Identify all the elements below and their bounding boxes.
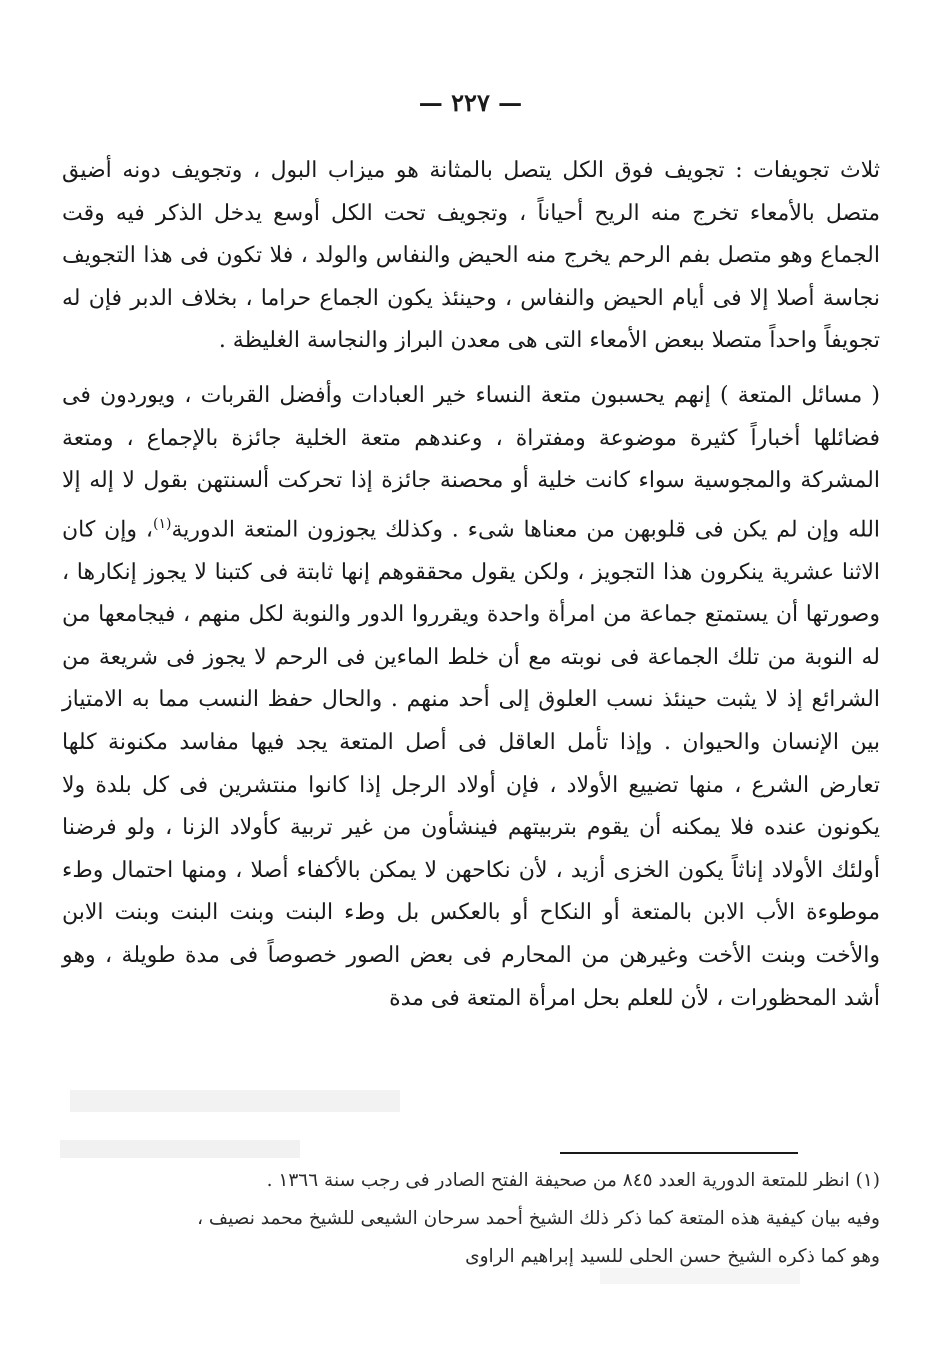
page-number: — ٢٢٧ — bbox=[418, 88, 523, 117]
main-text bbox=[62, 150, 880, 1020]
footnote-divider bbox=[560, 1152, 798, 1154]
footnote-line-1: (١) انظر للمتعة الدورية العدد ٨٤٥ من صحيفة الفتح الصادر فى رجب سنة ١٣٦٦ . bbox=[266, 1170, 880, 1191]
paragraph-mutah-part-1: ( مسائل المتعة ) إنهم يحسبون متعة النساء خير العبادات وأفضل القربات ، ويوردون فى فضائلها أخباراً كثيرة موضوعة ومفتراة ، وعندهم متعة الخلية جائزة بالإجماع ، ومتعة المشركة والمجوسية سواء كانت خلية أو محصنة جائزة إذا تحركت ألسنتهن بقول لا إله إلا الله وإن لم يكن فى قلوبهن من معناها شىء . وكذلك يجوزون المتعة الدورية bbox=[62, 382, 881, 543]
footnote-reference: (١) bbox=[152, 515, 172, 532]
footnote-line-3: وهو كما ذكره الشيخ حسن الحلى للسيد إبراهيم الراوى bbox=[465, 1246, 880, 1267]
footnote-line-2: وفيه بيان كيفية هذه المتعة كما ذكر ذلك الشيخ أحمد سرحان الشيعى للشيخ محمد نصيف ، bbox=[197, 1208, 880, 1229]
paragraph-anatomy: ثلاث تجويفات : تجويف فوق الكل يتصل بالمثانة هو ميزاب البول ، وتجويف دونه أضيق متصل بالأمعاء تخرج منه الريح أحياناً ، وتجويف تحت الكل أوسع يدخل الذكر فيه وقت الجماع وهو متصل بفم الرحم يخرج منه الحيض والنفاس والولد ، فلا تكون فى هذا التجويف نجاسة أصلا إلا فى أيام الحيض والنفاس ، وحينئذ يكون الجماع حراما ، بخلاف الدبر فإن له تجويفاً واحداً متصلا ببعض الأمعاء التى هى معدن البراز والنجاسة الغليظة . bbox=[62, 158, 880, 354]
footnotes bbox=[62, 1162, 880, 1276]
paragraph-mutah bbox=[62, 375, 880, 1020]
paragraph-mutah-part-2: ، وإن كان الاثنا عشرية ينكرون هذا التجويز ، ولكن يقول محققوهم إنها ثابتة فى كتبنا لا يجوز إنكارها ، وصورتها أن يستمتع جماعة من امرأة واحدة ويقرروا الدور والنوبة لكل منهم ، فيجامعها من له النوبة من تلك الجماعة فى نوبته مع أن خلط الماءين فى الرحم لا يجوز فى شريعة من الشرائع إذ لا يثبت حينئذ نسب العلوق إلى أحد منهم . والحال حفظ النسب مما به الامتياز بين الإنسان والحيوان . وإذا تأمل العاقل فى أصل المتعة يجد فيها مفاسد مكنونة كلها تعارض الشرع ، منها تضييع الأولاد ، فإن أولاد الرجل إذا كانوا منتشرين فى كل بلدة ولا يكونون عنده فلا يمكنه أن يقوم بتربيتهم فينشأون من غير تربية كأولاد الزنا ، ولو فرضنا أولئك الأولاد إناثاً يكون الخزى أزيد ، لأن نكاحهن لا يمكن بالأكفاء أصلا ، ومنها احتمال وطء موطوءة الأب الابن بالمتعة أو النكاح أو بالعكس بل وطء البنت وبنت البنت وبنت الابن والأخت وبنت الأخت وغيرهن من المحارم فى بعض الصور خصوصاً فى مدة طويلة ، وهو أشد المحظورات ، لأن للعلم بحل امرأة المتعة فى مدة bbox=[62, 517, 880, 1011]
